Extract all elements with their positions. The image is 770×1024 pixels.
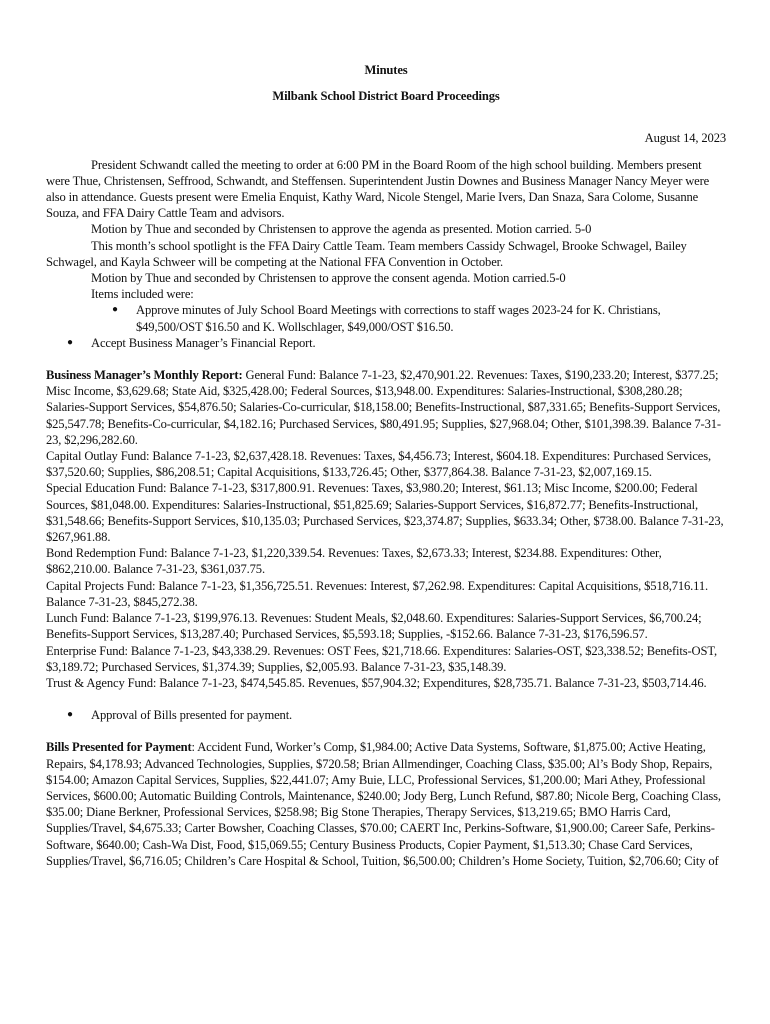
document-title: Minutes [364,63,408,77]
bills-paragraph [46,739,726,869]
fund-paragraph: Special Education Fund: Balance 7-1-23, $317,800.91. Revenues: Taxes, $3,980.20; Interest, $61.13; Misc Income, $200.00; Federal Sources, $81,048.00. Expenditures: Salaries-Instructional, $51,825.69; Salaries-Support Services, $16,872.77; Benefits-Instructional, $31,548.66; Benefits-Support Services, $10,135.03; Purchased Services, $23,374.87; Supplies, $633.34; Other, $738.00. Balance 7-31-23, $267,961.88. [46,481,724,545]
report-heading: Business Manager’s Monthly Report: [46,368,243,383]
document-subtitle: Milbank School District Board Proceedings [272,89,500,104]
fund-paragraph: Capital Projects Fund: Balance 7-1-23, $1,356,725.51. Revenues: Interest, $7,262.98. Expenditures: Capital Acquisitions, $518,716.11. Balance 7-31-23, $845,272.38. [46,578,709,609]
document-page [46,62,726,869]
consent-item-minutes [46,302,726,334]
spotlight-paragraph: This month’s school spotlight is the FFA Dairy Cattle Team. Team members Cassidy Schwagel, Brooke Schwagel, Bailey Schwagel, and Kayla Schweer will be competing at the National FFA Convention in October. [46,238,687,269]
fund-paragraph: Capital Outlay Fund: Balance 7-1-23, $2,637,428.18. Revenues: Taxes, $4,456.73; Interest, $604.18. Expenditures: Purchased Services, $37,520.60; Supplies, $86,208.51; Capital Acquisitions, $133,726.45; Other, $377,864.38. Balance 7-31-23, $2,007,169.15. [46,449,711,480]
fund-paragraph: Enterprise Fund: Balance 7-1-23, $43,338.29. Revenues: OST Fees, $21,718.66. Expenditures: Salaries-OST, $23,338.52; Benefits-OST, $3,189.72; Purchased Services, $1,374.39; Supplies, $2,005.93. Balance 7-31-23, $35,148.39. [46,643,717,674]
meeting-date: August 14, 2023 [644,131,726,146]
bullet-icon: ● [67,709,73,721]
bills-approval-text: Approval of Bills presented for payment. [91,708,293,723]
bills-text: : Accident Fund, Worker’s Comp, $1,984.00; Active Data Systems, Software, $1,875.00; Active Heating, Repairs, $4,178.93; Advanced Technologies, Supplies, $720.58; Brian Allmendinger, Coaching Class, $35.00; Al’s Body Shop, Repairs, $154.00; Amazon Capital Services, Supplies, $22,441.07; Amy Buie, LLC, Professional Services, $1,200.00; Mari Athey, Professional Services, $600.00; Automatic Building Controls, Maintenance, $240.00; Jody Berg, Lunch Refund, $87.80; Nicole Berg, Coaching Class, $35.00; Diane Berkner, Professional Services, $258.98; Big Stone Therapies, Therapy Services, $13,219.65; BMO Harris Card, Supplies/Travel, $4,675.33; Carter Bowsher, Coaching Classes, $70.00; CAERT Inc, Perkins-Software, $1,900.00; Career Safe, Perkins-Software, $640.00; Cash-Wa Dist, Food, $15,069.55; Century Business Products, Copier Payment, $1,513.30; Chase Card Services, Supplies/Travel, $6,716.05; Children’s Care Hospital & School, Tuition, $6,500.00; Children’s Home Society, Tuition, $2,706.60; City of [46,740,721,868]
bullet-icon: ● [112,304,118,316]
consent-item-text: Approve minutes of July School Board Meetings with corrections to staff wages 2023-24 for K. Christians, $49,500/OST $16.50 and K. Wollschlager, $49,000/OST $16.50. [136,303,661,334]
general-fund-text: General Fund: Balance 7-1-23, $2,470,901.22. Revenues: Taxes, $190,233.20; Interest, $377.25; Misc Income, $3,629.68; State Aid, $325,428.00; Federal Sources, $13,948.00. Expenditures: Salaries-Instructional, $308,280.28; Salaries-Support Services, $54,876.50; Salaries-Co-curricular, $18,158.00; Benefits-Instructional, $87,331.65; Benefits-Support Services, $25,547.78; Benefits-Co-curricular, $4,182.16; Purchased Services, $80,491.95; Supplies, $27,968.04; Other, $101,398.39. Balance 7-31-23, $2,296,282.60. [46,368,721,447]
items-included-paragraph: Items included were: [91,287,194,302]
consent-item-report [46,335,726,351]
bullet-icon: ● [67,336,73,348]
consent-motion-paragraph: Motion by Thue and seconded by Christensen to approve the consent agenda. Motion carried.5-0 [91,271,566,286]
fund-paragraph: Bond Redemption Fund: Balance 7-1-23, $1,220,339.54. Revenues: Taxes, $2,673.33; Interest, $234.88. Expenditures: Other, $862,210.00. Balance 7-31-23, $361,037.75. [46,546,662,577]
bills-heading: Bills Presented for Payment [46,740,192,755]
fund-paragraph: Lunch Fund: Balance 7-1-23, $199,976.13. Revenues: Student Meals, $2,048.60. Expenditures: Salaries-Support Services, $6,700.24; Benefits-Support Services, $13,287.40; Purchased Services, $5,593.18; Supplies, -$152.66. Balance 7-31-23, $176,596.57. [46,611,702,642]
general-fund-paragraph [46,367,726,448]
agenda-motion-paragraph: Motion by Thue and seconded by Christensen to approve the agenda as presented. Motion carried. 5-0 [91,222,592,237]
call-to-order-paragraph: President Schwandt called the meeting to order at 6:00 PM in the Board Room of the high school building. Members present were Thue, Christensen, Seffrood, Schwandt, and Steffensen. Superintendent Justin Downes and Business Manager Nancy Meyer were also in attendance. Guests present were Emelia Enquist, Kathy Ward, Nicole Stengel, Marie Ivers, Dan Snaza, Sara Colome, Susanne Souza, and FFA Dairy Cattle Team and advisors. [46,157,710,221]
bills-approval-item [46,707,726,723]
fund-paragraph: Trust & Agency Fund: Balance 7-1-23, $474,545.85. Revenues, $57,904.32; Expenditures, $28,735.71. Balance 7-31-23, $503,714.46. [46,675,707,690]
consent-item-text: Accept Business Manager’s Financial Report. [91,335,316,350]
